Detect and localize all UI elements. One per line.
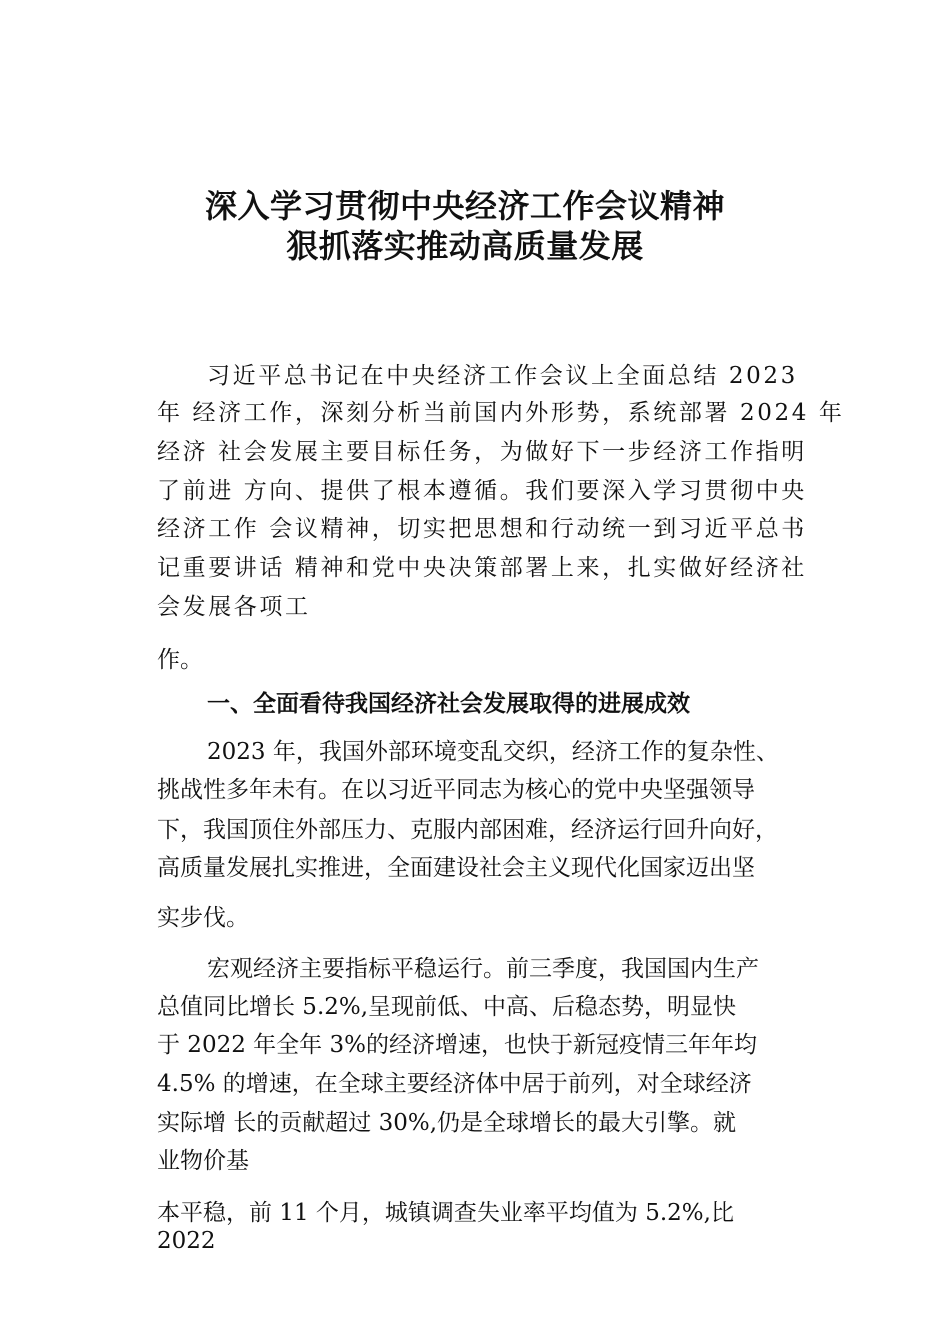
paragraph-line: 高质量发展扎实推进，全面建设社会主义现代化国家迈出坚 xyxy=(157,855,755,881)
paragraph-line: 经济工作 会议精神，切实把思想和行动统一到习近平总书 xyxy=(157,516,807,542)
paragraph-line: 宏观经济主要指标平稳运行。前三季度，我国国内生产 xyxy=(207,956,759,982)
document-title-line-2: 狠抓落实推动高质量发展 xyxy=(286,227,644,265)
paragraph-line: 下，我国顶住外部压力、克服内部困难，经济运行回升向好， xyxy=(157,817,778,843)
paragraph-line: 作。 xyxy=(157,647,203,673)
paragraph-line: 年 经济工作，深刻分析当前国内外形势，系统部署 2024 年 xyxy=(157,400,845,426)
paragraph-line: 2022 xyxy=(157,1228,216,1254)
paragraph-line: 于 2022 年全年 3%的经济增速，也快于新冠疫情三年年均 xyxy=(157,1032,757,1058)
paragraph-line: 4.5% 的增速，在全球主要经济体中居于前列，对全球经济 xyxy=(157,1071,752,1097)
paragraph-line: 习近平总书记在中央经济工作会议上全面总结 2023 xyxy=(207,363,798,389)
paragraph-line: 2023 年，我国外部环境变乱交织，经济工作的复杂性、 xyxy=(207,739,779,765)
paragraph-line: 实步伐。 xyxy=(157,905,249,931)
paragraph-line: 会发展各项工 xyxy=(157,594,311,620)
paragraph-line: 经济 社会发展主要目标任务，为做好下一步经济工作指明 xyxy=(157,439,807,465)
paragraph-line: 挑战性多年未有。在以习近平同志为核心的党中央坚强领导 xyxy=(157,777,755,803)
paragraph-line: 本平稳，前 11 个月，城镇调查失业率平均值为 5.2%,比 xyxy=(157,1200,734,1226)
section-heading-1: 一、全面看待我国经济社会发展取得的进展成效 xyxy=(207,691,690,717)
paragraph-line: 实际增 长的贡献超过 30%,仍是全球增长的最大引擎。就 xyxy=(157,1110,737,1136)
paragraph-line: 记重要讲话 精神和党中央决策部署上来，扎实做好经济社 xyxy=(157,555,807,581)
paragraph-line: 业物价基 xyxy=(157,1148,249,1174)
paragraph-line: 了前进 方向、提供了根本遵循。我们要深入学习贯彻中央 xyxy=(157,478,807,504)
document-title-line-1: 深入学习贯彻中央经济工作会议精神 xyxy=(204,187,725,225)
paragraph-line: 总值同比增长 5.2%,呈现前低、中高、后稳态势，明显快 xyxy=(157,994,737,1020)
